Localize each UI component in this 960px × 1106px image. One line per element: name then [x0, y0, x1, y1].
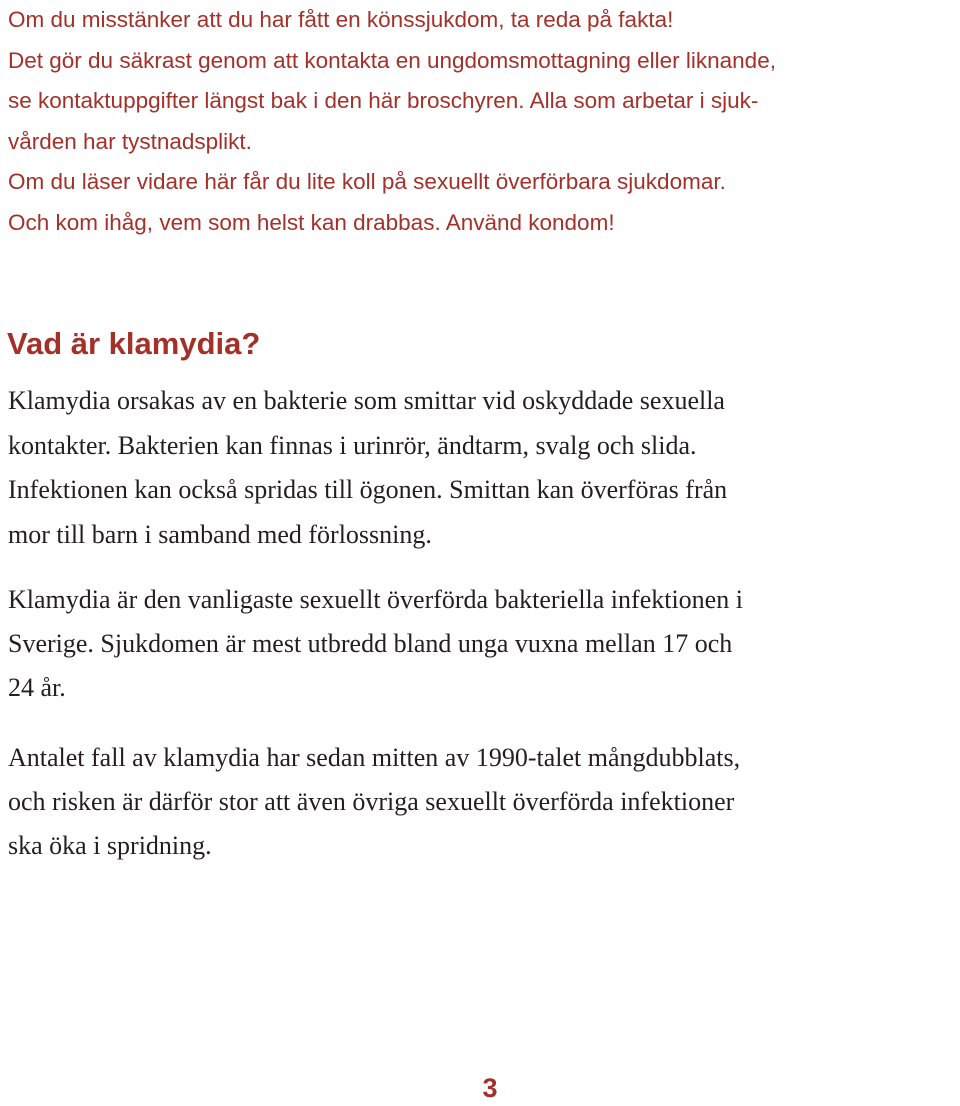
paragraph-3: [8, 736, 958, 868]
paragraph-line: Klamydia orsakas av en bakterie som smittar vid oskyddade sexuella: [8, 386, 725, 415]
intro-line: vården har tystnadsplikt.: [8, 128, 252, 154]
paragraph-line: Sverige. Sjukdomen är mest utbredd bland unga vuxna mellan 17 och: [8, 629, 733, 658]
paragraph-1: [8, 379, 958, 557]
paragraph-2: [8, 578, 958, 710]
paragraph-line: ska öka i spridning.: [8, 831, 212, 860]
paragraph-line: Klamydia är den vanligaste sexuellt överförda bakteriella infektionen i: [8, 585, 743, 614]
intro-line: se kontaktuppgifter längst bak i den här broschyren. Alla som arbetar i sjuk-: [8, 88, 759, 114]
page-number: 3: [482, 1073, 498, 1103]
paragraph-line: och risken är därför stor att även övriga sexuellt överförda infektioner: [8, 787, 735, 816]
paragraph-line: kontakter. Bakterien kan finnas i urinrör, ändtarm, svalg och slida.: [8, 430, 697, 460]
intro-line: Om du läser vidare här får du lite koll på sexuellt överförbara sjukdomar.: [8, 169, 726, 195]
paragraph-line: Infektionen kan också spridas till ögonen. Smittan kan överföras från: [8, 475, 728, 504]
section-heading: Vad är klamydia?: [7, 326, 261, 361]
intro-line: Det gör du säkrast genom att kontakta en ungdomsmottagning eller liknande,: [8, 47, 776, 73]
paragraph-line: Antalet fall av klamydia har sedan mitten av 1990-talet mångdubblats,: [8, 743, 741, 772]
intro-line: Och kom ihåg, vem som helst kan drabbas. Använd kondom!: [8, 209, 615, 235]
intro-line: Om du misstänker att du har fått en könssjukdom, ta reda på fakta!: [8, 7, 674, 32]
intro-text: [8, 0, 958, 244]
paragraph-line: mor till barn i samband med förlossning.: [8, 519, 432, 549]
paragraph-line: 24 år.: [8, 673, 66, 702]
